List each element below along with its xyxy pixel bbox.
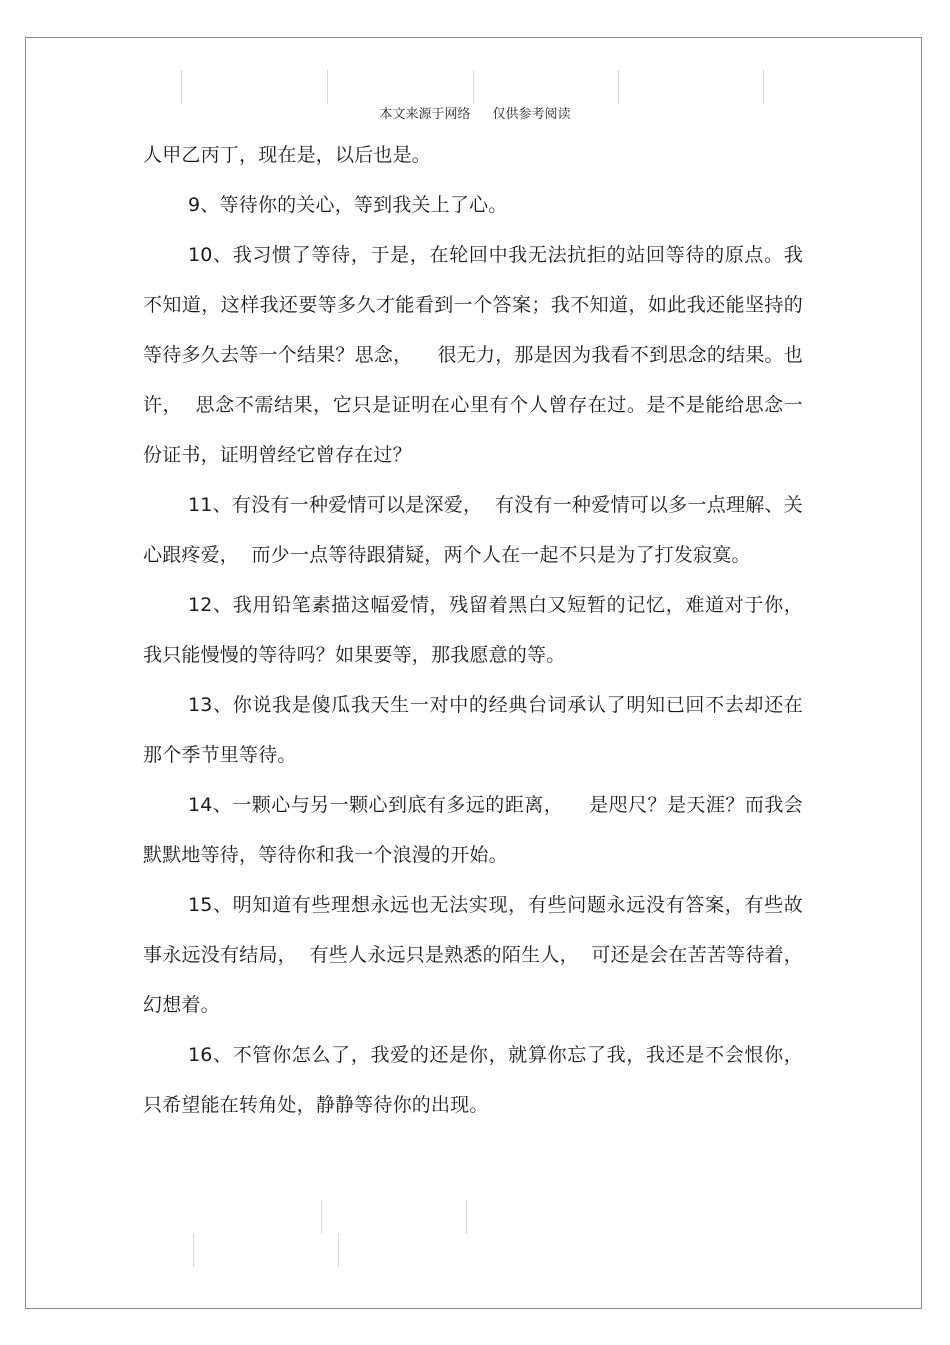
top-rule-2 — [327, 70, 328, 104]
top-rule-5 — [763, 70, 764, 104]
paragraph: 11、有没有一种爱情可以是深爱， 有没有一种爱情可以多一点理解、关心跟疼爱， 而少一点等待跟猜疑，两个人在一起不只是为了打发寂寞。 — [143, 494, 803, 566]
top-rule-3 — [473, 70, 474, 104]
paragraph: 12、我用铅笔素描这幅爱情，残留着黑白又短暂的记忆，难道对于你，我只能慢慢的等待吗？如果要等，那我愿意的等。 — [143, 594, 803, 666]
header-note — [0, 103, 950, 122]
paragraph: 14、一颗心与另一颗心到底有多远的距离， 是咫尺？是天涯？而我会默默地等待，等待你和我一个浪漫的开始。 — [143, 794, 803, 866]
top-rule-1 — [181, 70, 182, 104]
paragraph: 13、你说我是傻瓜我天生一对中的经典台词承认了明知已回不去却还在那个季节里等待。 — [143, 694, 803, 766]
reference-note: 仅供参考阅读 — [492, 107, 571, 122]
paragraph: 人甲乙丙丁，现在是，以后也是。 — [143, 144, 432, 166]
paragraph: 16、不管你怎么了，我爱的还是你，就算你忘了我，我还是不会恨你，只希望能在转角处，静静等待你的出现。 — [143, 1044, 803, 1116]
bottom-rule-4 — [338, 1233, 339, 1267]
top-rule-4 — [618, 70, 619, 104]
bottom-rule-2 — [466, 1200, 467, 1234]
bottom-rule-1 — [321, 1200, 322, 1234]
paragraph: 9、等待你的关心，等到我关上了心。 — [188, 194, 508, 216]
document-body — [143, 130, 803, 1130]
paragraph: 10、我习惯了等待，于是，在轮回中我无法抗拒的站回等待的原点。我不知道，这样我还要等多久才能看到一个答案；我不知道，如此我还能坚持的等待多久去等一个结果？思念， 很无力，那是因为我看不到思念的结果。也许， 思念不需结果，它只是证明在心里有个人曾存在过。是不是能给思念一份证书，证明曾经它曾存在过？ — [143, 244, 803, 466]
source-note: 本文来源于网络 — [379, 107, 471, 122]
paragraph: 15、明知道有些理想永远也无法实现，有些问题永远没有答案，有些故事永远没有结局， 有些人永远只是熟悉的陌生人， 可还是会在苦苦等待着，幻想着。 — [143, 894, 803, 1016]
bottom-rule-3 — [193, 1233, 194, 1267]
